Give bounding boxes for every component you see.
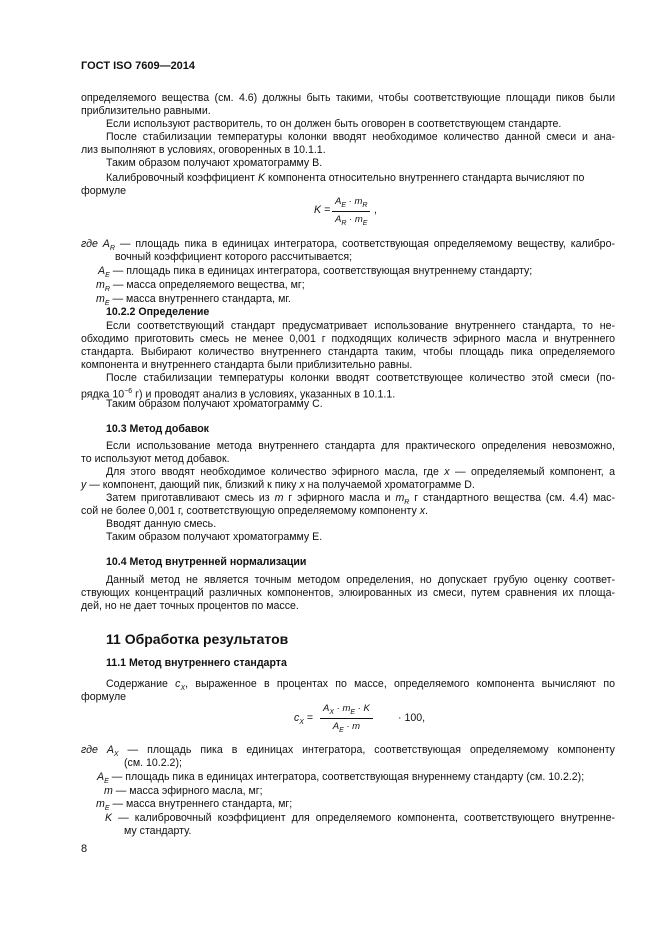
text-line: Если используют растворитель, то он должен быть оговорен в соответствующем стандарте. (106, 118, 562, 130)
text-line: Таким образом получают хроматограмму B. (106, 157, 323, 169)
formula-k (314, 204, 330, 216)
section-title-10-4: 10.4 Метод внутренней нормализации (106, 556, 307, 568)
text-line: определяемого вещества (см. 4.6) должны быть такими, чтобы соответствующие площади пиков были (81, 92, 615, 104)
definition-m-e: $m_E$ — масса внутреннего стандарта, мг. (96, 293, 291, 308)
text-line: Если использование метода внутреннего стандарта для практического определения невозможно, (106, 440, 615, 452)
formula-lhs: K = (314, 204, 331, 216)
text-line: y — компонент, дающий пик, близкий к пику x на получаемой хроматограмме D. (81, 479, 475, 491)
definition-m-r: $m_R$ — масса определяемого вещества, мг; (96, 279, 305, 294)
text-line: дей, но не дает точных процентов по массе. (81, 600, 299, 612)
definition-a-r: где $A_R$ — площадь пика в единицах интегратора, соответствующая определяемому веществу, калибро- (81, 238, 615, 253)
text-line: Таким образом получают хроматограмму E. (106, 531, 323, 543)
definition-continuation: (см. 10.2.2); (124, 757, 182, 769)
definition-m-e: $m_E$ — масса внутреннего стандарта, мг; (96, 798, 293, 813)
definition-a-e: $A_E$ — площадь пика в единицах интегратора, соответствующая внутреннему стандарту; (98, 265, 533, 280)
text-line: Вводят данную смесь. (106, 518, 217, 530)
text-line: После стабилизации температуры колонки вводят необходимое количество данной смеси и ана- (106, 131, 615, 143)
fraction-denominator: $A_R \cdot m_E$ (335, 213, 368, 227)
text-line: лиз выполняют в условиях, оговоренных в 10.1.1. (81, 144, 326, 156)
text-line: После стабилизации температуры колонки вводят соответствующее количество этой смеси (по- (106, 372, 615, 384)
page-number: 8 (81, 843, 88, 855)
text-line: рядка $10^{-6}$ г) и проводят анализ в условиях, указанных в 10.1.1. (81, 388, 396, 401)
text-line: Таким образом получают хроматограмму C. (106, 398, 323, 410)
formula-k-fraction (332, 196, 370, 227)
section-title-10-3: 10.3 Метод добавок (106, 423, 209, 435)
text-line: Данный метод не является точным методом определения, но допускает грубую оценку соответ- (106, 574, 615, 586)
text-line: то используют метод добавок. (81, 453, 230, 465)
text-line: Калибровочный коэффициент K компонента относительно внутреннего стандарта вычисляют по (106, 172, 585, 184)
text-line: формуле (81, 691, 127, 703)
definition-a-x: где $A_X$ — площадь пика в единицах интегратора, соответствующая определяемому компоненту (81, 744, 615, 759)
text-line: приблизительно равными. (81, 105, 211, 117)
definition-a-e: $A_E$ — площадь пика в единицах интегратора, соответствующая внуреннему стандарту (см. 10.2.2); (97, 771, 585, 786)
section-title-11-1: 11.1 Метод внутреннего стандарта (106, 657, 287, 669)
text-line: Затем приготавливают смесь из m г эфирного масла и $m_R$ г стандартного вещества (см. 4.4) мас- (106, 492, 615, 507)
text-line: обходимо приготовить смесь не менее 0,001 г подходящих количеств эфирного масла и внутреннего (81, 333, 615, 345)
fraction-numerator: $A_E \cdot m_R$ (332, 196, 370, 212)
fraction-numerator: $A_X \cdot m_E \cdot K$ (320, 703, 373, 719)
definition-m: m — масса эфирного масла, мг; (104, 785, 263, 797)
definition-continuation: вочный коэффициент которого рассчитывается; (115, 251, 353, 263)
definition-k: K — калибровочный коэффициент для определяемого компонента, соответствующего внутренне- (105, 812, 615, 824)
section-title-10-2-2: 10.2.2 Определение (106, 306, 210, 318)
formula-tail: · 100, (398, 712, 426, 724)
text-line: стандарта. Выбирают количество внутреннего стандарта таким, чтобы площадь пика определяемого (81, 346, 615, 358)
section-title-11: 11 Обработка результатов (106, 631, 289, 647)
document-header: ГОСТ ISO 7609—2014 (81, 60, 196, 72)
text-line: Если соответствующий стандарт предусматривает использование внутреннего стандарта, то не- (106, 320, 615, 332)
fraction-denominator: $A_E \cdot m$ (332, 720, 361, 734)
definition-continuation: му стандарту. (124, 825, 192, 837)
formula-cx-fraction (320, 703, 373, 734)
text-line: ствующих концентраций различных компонентов, элюированных из смеси, путем сравнения их площа- (81, 587, 615, 599)
text-line: сой не более 0,001 г, соответствующую определяемому компоненту x. (81, 505, 428, 517)
text-line: Содержание $c_X$, выраженное в процентах по массе, определяемого компонента вычисляют по (106, 678, 615, 693)
text-line: Для этого вводят необходимое количество эфирного масла, где x — определяемый компонент, а (106, 466, 615, 478)
text-line: формуле (81, 185, 127, 197)
formula-cx: $c_X$ = (294, 712, 314, 727)
text-line: компонента и внутреннего стандарта были приблизительно равны. (81, 359, 413, 371)
formula-tail: , (374, 204, 377, 216)
